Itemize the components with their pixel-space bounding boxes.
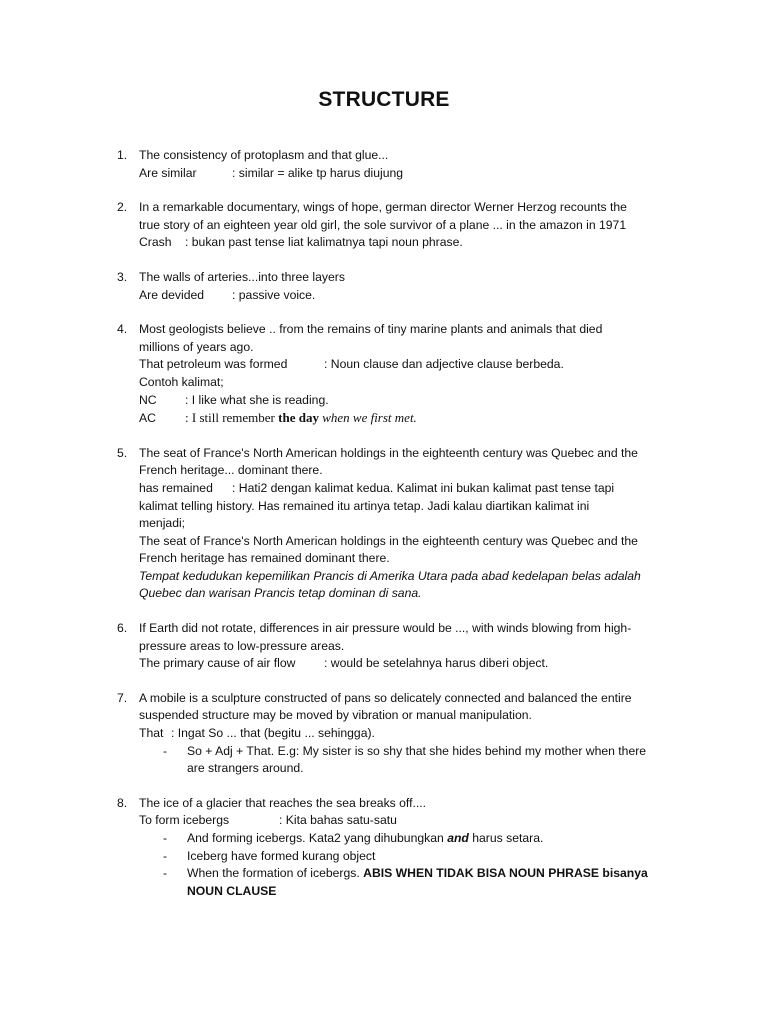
translation-text: Tempat kedudukan kepemilikan Prancis di Amerika Utara pada abad kedelapan belas adalah (139, 568, 641, 583)
answer-line (139, 655, 677, 673)
bullet-text-part: When the formation of icebergs. (187, 866, 364, 881)
item-number: 1. (117, 148, 128, 162)
question-text: A mobile is a sculpture constructed of pans so delicately connected and balanced the entire (139, 690, 632, 705)
answer-note: : Noun clause dan adjective clause berbeda. (324, 357, 564, 372)
adjective-clause-example (139, 409, 677, 428)
answer-label: Crash (139, 235, 172, 250)
example-tag: AC (139, 411, 156, 426)
answer-note: : Kita bahas satu-satu (279, 813, 397, 828)
bullet-text: So + Adj + That. E.g: My sister is so shy that she hides behind my mother when there (187, 743, 647, 758)
bullet-text: are strangers around. (187, 761, 304, 776)
question-text: In a remarkable documentary, wings of hope, german director Werner Herzog recounts the (139, 200, 627, 215)
bullet-text: Iceberg have formed kurang object (187, 848, 376, 863)
example-emphasis: the day (278, 410, 319, 426)
bullet-dash: - (163, 848, 168, 863)
question-text: pressure areas to low-pressure areas. (139, 638, 345, 653)
question-item-2 (117, 199, 677, 252)
bullet-text (187, 865, 677, 883)
answer-line (139, 356, 677, 374)
bullet-item (163, 830, 677, 848)
question-text: The ice of a glacier that reaches the sea breaks off.... (139, 795, 427, 810)
answer-line (139, 480, 677, 498)
item-number: 8. (117, 795, 128, 810)
question-text: true story of an eighteen year old girl, the sole survivor of a plane ... in the amazon in 1971 (139, 217, 627, 232)
item-number: 5. (117, 445, 128, 460)
bullet-item (163, 848, 677, 866)
bullet-dash: - (163, 866, 168, 881)
item-number: 7. (117, 690, 128, 705)
question-text: The seat of France's North American holdings in the eighteenth century was Quebec and the (139, 445, 638, 460)
bullet-emphasis: and (447, 831, 469, 845)
example-text: : I like what she is reading. (185, 392, 329, 407)
noun-clause-example (139, 392, 677, 410)
item-number: 2. (117, 200, 128, 215)
question-item-8 (117, 795, 677, 901)
question-text: The consistency of protoplasm and that glue... (139, 148, 389, 162)
example-italic: when we first met. (318, 410, 417, 426)
question-text: If Earth did not rotate, differences in air pressure would be ..., with winds blowing from high- (139, 621, 632, 636)
answer-line (139, 234, 677, 252)
answer-label: Are devided (139, 287, 205, 302)
answer-note: : Ingat So ... that (begitu ... sehingga). (171, 726, 375, 741)
bullet-emphasis: NOUN CLAUSE (187, 883, 277, 898)
answer-line (139, 165, 677, 183)
question-item-7 (117, 690, 677, 778)
question-list (0, 147, 768, 917)
example-text: : I still remember (185, 410, 279, 426)
question-text: Most geologists believe .. from the remains of tiny marine plants and animals that died (139, 322, 603, 337)
item-number: 4. (117, 322, 128, 337)
answer-line (139, 812, 677, 830)
question-item-1 (117, 147, 677, 182)
answer-note: : bukan past tense liat kalimatnya tapi noun phrase. (185, 235, 463, 250)
question-text: French heritage... dominant there. (139, 463, 323, 478)
answer-note: : similar = alike tp harus diujung (232, 165, 404, 180)
answer-line (139, 725, 677, 743)
example-label: Contoh kalimat; (139, 374, 224, 389)
bullet-dash: - (163, 831, 168, 845)
question-item-4 (117, 321, 677, 428)
example-tag: NC (139, 392, 157, 407)
question-text: suspended structure may be moved by vibration or manual manipulation. (139, 708, 532, 723)
full-sentence: The seat of France's North American holdings in the eighteenth century was Quebec and the (139, 533, 638, 548)
answer-label: That (139, 726, 164, 741)
question-text: The walls of arteries...into three layers (139, 269, 345, 284)
answer-label: To form icebergs (139, 813, 230, 828)
answer-label: That petroleum was formed (139, 357, 288, 372)
page-title: STRUCTURE (318, 88, 450, 111)
answer-note: menjadi; (139, 516, 186, 531)
bullet-text (187, 830, 677, 848)
question-text: millions of years ago. (139, 339, 254, 354)
bullet-item (163, 743, 677, 778)
answer-line (139, 287, 677, 305)
bullet-text-part: And forming icebergs. Kata2 yang dihubungkan (187, 831, 448, 845)
answer-label: Are similar (139, 165, 197, 180)
item-number: 3. (117, 269, 128, 284)
item-number: 6. (117, 621, 128, 636)
full-sentence: French heritage has remained dominant there. (139, 551, 390, 566)
answer-label: The primary cause of air flow (139, 656, 296, 671)
question-item-3 (117, 269, 677, 304)
bullet-dash: - (163, 743, 168, 758)
bullet-emphasis: ABIS WHEN TIDAK BISA NOUN PHRASE bisanya (363, 866, 648, 881)
answer-label: has remained (139, 480, 213, 495)
answer-note: : Hati2 dengan kalimat kedua. Kalimat ini bukan kalimat past tense tapi (232, 480, 615, 495)
bullet-item (163, 865, 677, 900)
translation-text: Quebec dan warisan Prancis tetap dominan di sana. (139, 586, 422, 601)
answer-note: : passive voice. (232, 287, 316, 302)
bullet-text-part: harus setara. (468, 831, 544, 845)
answer-note: : would be setelahnya harus diberi object. (324, 656, 549, 671)
question-item-6 (117, 620, 677, 673)
answer-note: kalimat telling history. Has remained itu artinya tetap. Jadi kalau diartikan kalimat ini (139, 498, 590, 513)
question-item-5 (117, 445, 677, 603)
